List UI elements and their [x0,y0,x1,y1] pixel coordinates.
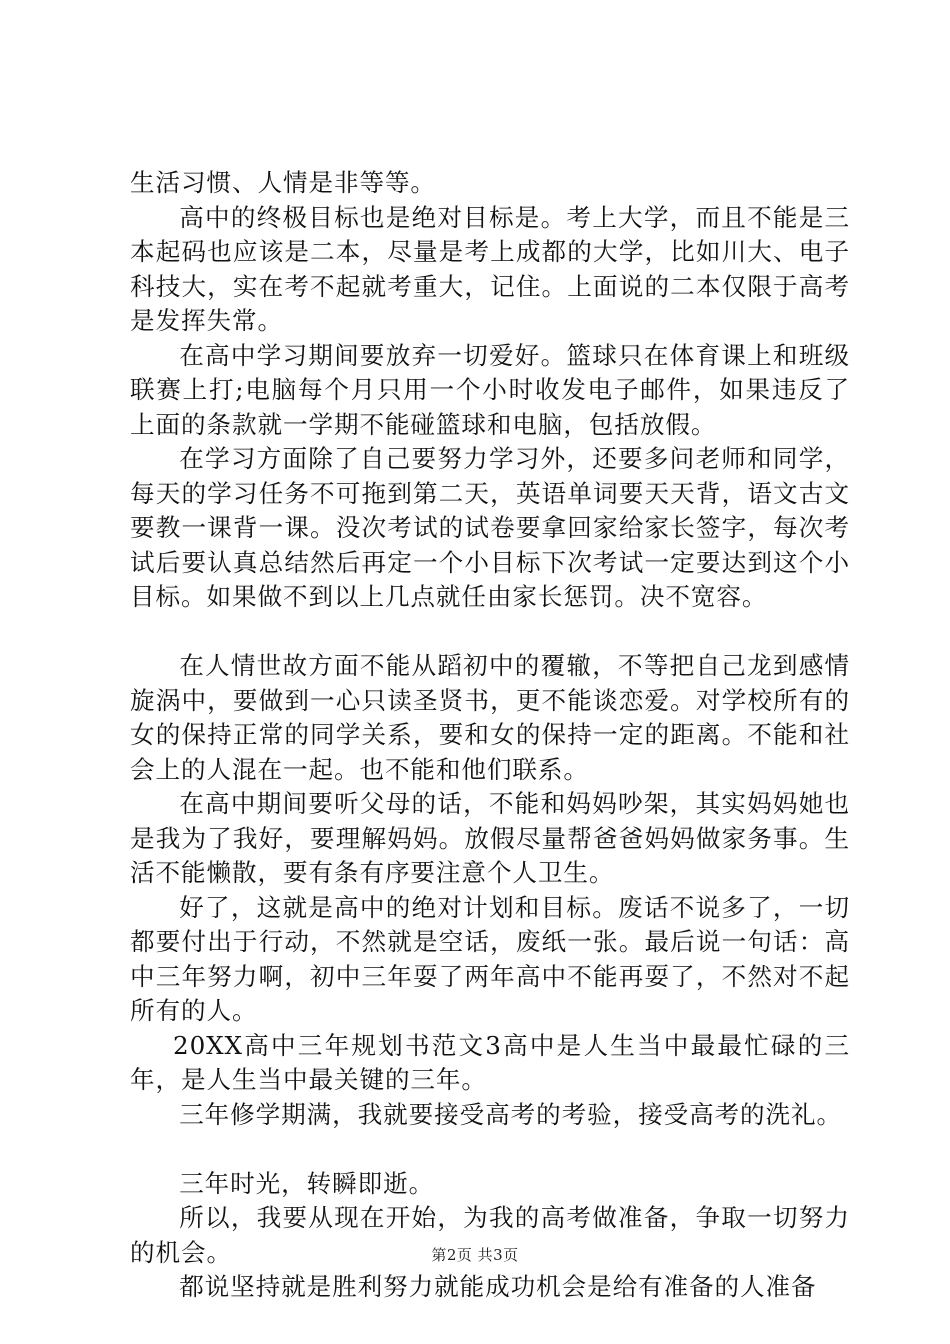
document-body [130,166,850,1305]
paragraph-8: 20XX高中三年规划书范文3高中是人生当中最最忙碌的三年，是人生当中最关键的三年。 [130,1030,850,1094]
paragraph-spacer [130,1132,850,1167]
paragraph-12: 都说坚持就是胜利努力就能成功机会是给有准备的人准备 [179,1272,817,1301]
page-indicator: 第2页 共3页 [431,1246,519,1264]
paragraph-spacer [130,615,850,650]
paragraph-11: 所以，我要从现在开始，为我的高考做准备，争取一切努力的机会。 [130,1203,850,1267]
paragraph-9: 三年修学期满，我就要接受高考的考验，接受高考的洗礼。 [179,1099,843,1129]
paragraph-6: 在高中期间要听父母的话，不能和妈妈吵架，其实妈妈她也是我为了我好，要理解妈妈。放假尽量帮爸爸妈妈做家务事。生活不能懒散，要有条有序要注意个人卫生。 [130,789,850,887]
paragraph-2: 高中的终极目标也是绝对目标是。考上大学，而且不能是三本起码也应该是二本，尽量是考上成都的大学，比如川大、电子科技大，实在考不起就考重大，记住。上面说的二本仅限于高考是发挥失常。 [130,202,850,335]
paragraph-4: 在学习方面除了自己要努力学习外，还要多问老师和同学，每天的学习任务不可拖到第二天，英语单词要天天背，语文古文要教一课背一课。没次考试的试卷要拿回家给家长签字，每次考试后要认真总结然后再定一个小目标下次考试一定要达到这个小目标。如果做不到以上几点就任由家长惩罚。决不宽容。 [130,444,850,611]
paragraph-10: 三年时光，转瞬即逝。 [179,1168,435,1198]
paragraph-1: 生活习惯、人情是非等等。 [130,168,436,197]
paragraph-7: 好了，这就是高中的绝对计划和目标。废话不说多了，一切都要付出于行动，不然就是空话，废纸一张。最后说一句话：高中三年努力啊，初中三年耍了两年高中不能再耍了，不然对不起所有的人。 [130,892,850,1025]
paragraph-3: 在高中学习期间要放弃一切爱好。篮球只在体育课上和班级联赛上打;电脑每个月只用一个小时收发电子邮件，如果违反了上面的条款就一学期不能碰篮球和电脑，包括放假。 [130,340,850,439]
paragraph-5: 在人情世故方面不能从蹈初中的覆辙，不等把自己龙到感情旋涡中，要做到一心只读圣贤书，更不能谈恋爱。对学校所有的女的保持正常的同学关系，要和女的保持一定的距离。不能和社会上的人混在一起。也不能和他们联系。 [130,651,850,784]
